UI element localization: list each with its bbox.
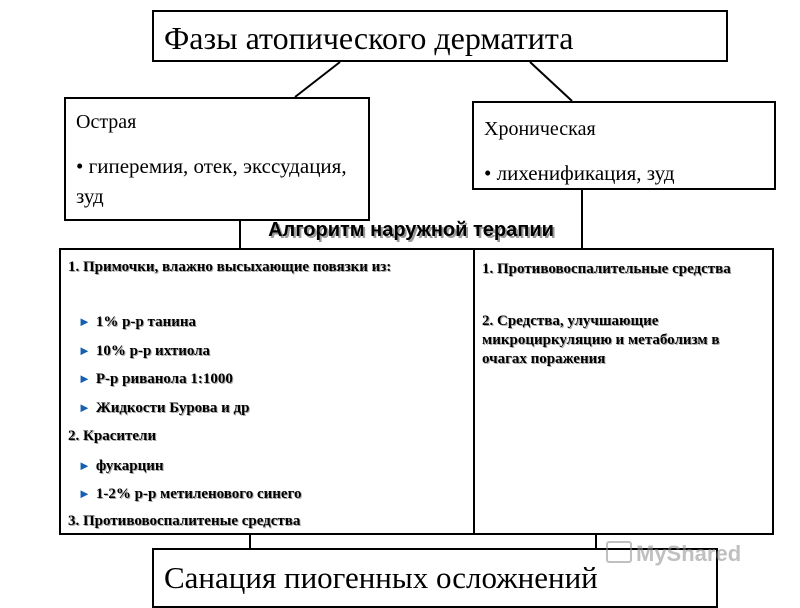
list-item: ► фукарцин (78, 458, 164, 474)
acute-group1-heading: 1. Примочки, влажно высыхающие повязки из: (68, 259, 392, 275)
presentation-icon (606, 541, 632, 563)
acute-phase-title: Острая (76, 111, 137, 133)
acute-phase-box (64, 97, 370, 221)
arrow-bullet-icon: ► (78, 343, 91, 358)
arrow-bullet-icon: ► (78, 371, 91, 386)
arrow-bullet-icon: ► (78, 486, 91, 501)
acute-group2-heading: 2. Красители (68, 428, 157, 444)
connector-title-chronic (530, 62, 572, 101)
list-item: ► 1-2% р-р метиленового синего (78, 486, 302, 502)
connector-title-acute (295, 62, 340, 97)
chronic-phase-desc-text: лихенификация, зуд (496, 161, 675, 185)
title-box (152, 10, 728, 62)
chronic-phase-description: • лихенификация, зуд (484, 161, 675, 185)
algorithm-title: Алгоритм наружной терапии (268, 219, 554, 241)
sanation-title: Санация пиогенных осложнений (164, 560, 598, 595)
watermark (606, 541, 741, 567)
arrow-bullet-icon: ► (78, 400, 91, 415)
list-item: ► 10% р-р ихтиола (78, 343, 211, 359)
list-item: ► Р-р риванола 1:1000 (78, 371, 233, 387)
acute-phase-desc-text: гиперемия, отек, экссудация, зуд (76, 154, 347, 208)
page-title: Фазы атопического дерматита (164, 20, 574, 56)
arrow-bullet-icon: ► (78, 458, 91, 473)
arrow-bullet-icon: ► (78, 314, 91, 329)
table-column-divider (473, 248, 475, 535)
watermark-text: MyShared (636, 541, 742, 566)
chronic-item1: 1. Противовоспалительные средства (482, 261, 731, 277)
acute-phase-description: • гиперемия, отек, экссудация, зуд (76, 154, 347, 208)
list-item: ► Жидкости Бурова и др (78, 400, 250, 416)
acute-group3-heading: 3. Противовоспалитеные средства (68, 513, 301, 529)
chronic-phase-title: Хроническая (484, 118, 596, 140)
chronic-phase-box (472, 101, 776, 190)
list-item: ► 1% р-р танина (78, 314, 197, 330)
chronic-item2: 2. Средства, улучшающие микроциркуляцию и метаболизм в очагах поражения (482, 313, 720, 367)
